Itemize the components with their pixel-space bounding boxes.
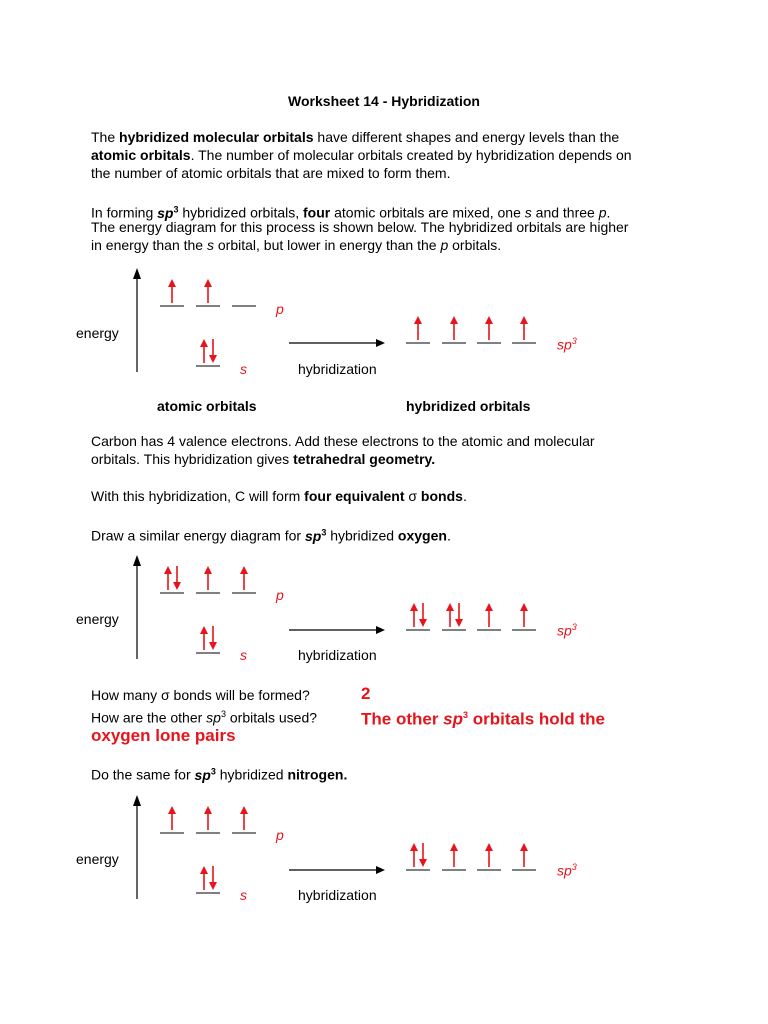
answer-sigma-bonds: 2 bbox=[361, 684, 371, 703]
sigma-bonds-line: With this hybridization, C will form four equivalent σ bonds. bbox=[91, 488, 467, 504]
s-orbital-label: s bbox=[240, 647, 247, 663]
energy-axis bbox=[133, 555, 141, 659]
electron-down-arrow bbox=[209, 339, 217, 363]
electron-up-arrow bbox=[446, 603, 454, 627]
energy-label: energy bbox=[76, 325, 119, 341]
electron-up-arrow bbox=[520, 843, 528, 867]
sp3-label: $sp^3$ bbox=[557, 622, 577, 639]
electron-up-arrow bbox=[204, 566, 212, 590]
question-sigma-bonds: How many σ bonds will be formed? bbox=[91, 687, 310, 703]
sp3-orbital bbox=[406, 603, 430, 630]
electron-up-arrow bbox=[204, 279, 212, 303]
electron-up-arrow bbox=[164, 566, 172, 590]
electron-up-arrow bbox=[410, 603, 418, 627]
electron-up-arrow bbox=[450, 316, 458, 340]
electron-down-arrow bbox=[419, 843, 427, 867]
sp3-orbital bbox=[442, 603, 466, 630]
electron-up-arrow bbox=[485, 603, 493, 627]
energy-axis bbox=[133, 268, 141, 372]
question-other-orbitals: How are the other $sp^3$ orbitals used? bbox=[91, 709, 318, 726]
hybridization-arrow bbox=[289, 626, 385, 634]
electron-up-arrow bbox=[168, 806, 176, 830]
electron-up-arrow bbox=[200, 626, 208, 650]
p-orbital-label: p bbox=[276, 587, 284, 603]
electron-up-arrow bbox=[450, 843, 458, 867]
p-orbital-label: p bbox=[276, 301, 284, 317]
electron-up-arrow bbox=[485, 316, 493, 340]
intro-line-3: the number of atomic orbitals that are mixed to form them. bbox=[91, 165, 451, 181]
electron-up-arrow bbox=[168, 279, 176, 303]
p-orbital bbox=[160, 566, 184, 593]
energy-axis bbox=[133, 795, 141, 899]
forming-line-2: The energy diagram for this process is shown below. The hybridized orbitals are higher bbox=[91, 219, 629, 235]
electron-up-arrow bbox=[240, 806, 248, 830]
sp3-orbital bbox=[442, 843, 466, 870]
answer-other-orbitals: The other $sp^3$ orbitals hold the bbox=[361, 709, 605, 729]
sp3-orbital bbox=[406, 316, 430, 343]
atomic-orbitals-label: atomic orbitals bbox=[157, 398, 257, 414]
forming-line-3: in energy than the s orbital, but lower in energy than the p orbitals. bbox=[91, 237, 502, 253]
electron-down-arrow bbox=[455, 603, 463, 627]
sp3-orbital bbox=[512, 843, 536, 870]
s-orbital bbox=[196, 626, 220, 653]
electron-up-arrow bbox=[520, 603, 528, 627]
electron-up-arrow bbox=[240, 566, 248, 590]
s-orbital bbox=[196, 339, 220, 366]
electron-down-arrow bbox=[209, 626, 217, 650]
sp3-orbital bbox=[477, 843, 501, 870]
carbon-line-1: Carbon has 4 valence electrons. Add these electrons to the atomic and molecular bbox=[91, 433, 595, 449]
electron-down-arrow bbox=[173, 566, 181, 590]
sp3-orbital bbox=[477, 316, 501, 343]
sp3-orbital bbox=[477, 603, 501, 630]
sp3-orbital bbox=[406, 843, 430, 870]
electron-up-arrow bbox=[200, 339, 208, 363]
electron-up-arrow bbox=[414, 316, 422, 340]
p-orbital-label: p bbox=[276, 827, 284, 843]
electron-up-arrow bbox=[200, 866, 208, 890]
intro-line-1: The hybridized molecular orbitals have different shapes and energy levels than the bbox=[91, 129, 620, 145]
sp3-label: $sp^3$ bbox=[557, 862, 577, 879]
p-orbital bbox=[232, 806, 256, 833]
s-orbital-label: s bbox=[240, 887, 247, 903]
energy-label: energy bbox=[76, 611, 119, 627]
s-orbital-label: s bbox=[240, 361, 247, 377]
hybridization-label: hybridization bbox=[298, 887, 377, 903]
sp3-orbital bbox=[442, 316, 466, 343]
p-orbital bbox=[196, 279, 220, 306]
s-orbital bbox=[196, 866, 220, 893]
energy-label: energy bbox=[76, 851, 119, 867]
electron-up-arrow bbox=[204, 806, 212, 830]
electron-down-arrow bbox=[419, 603, 427, 627]
electron-up-arrow bbox=[410, 843, 418, 867]
intro-line-2: atomic orbitals. The number of molecular orbitals created by hybridization depends on bbox=[91, 147, 632, 163]
hybridization-label: hybridization bbox=[298, 647, 377, 663]
forming-line-1: In forming $sp^3$ hybridized orbitals, four atomic orbitals are mixed, one s and three p. bbox=[91, 204, 611, 221]
carbon-line-2: orbitals. This hybridization gives tetrahedral geometry. bbox=[91, 451, 436, 467]
hybridization-arrow bbox=[289, 866, 385, 874]
electron-up-arrow bbox=[485, 843, 493, 867]
p-orbital bbox=[160, 279, 184, 306]
p-orbital bbox=[232, 566, 256, 593]
sp3-orbital bbox=[512, 603, 536, 630]
oxygen-question: Draw a similar energy diagram for $sp^3$ hybridized oxygen. bbox=[91, 527, 451, 544]
electron-down-arrow bbox=[209, 866, 217, 890]
hybridization-label: hybridization bbox=[298, 361, 377, 377]
sp3-label: $sp^3$ bbox=[557, 336, 577, 353]
hybridized-orbitals-label: hybridized orbitals bbox=[406, 398, 531, 414]
sp3-orbital bbox=[512, 316, 536, 343]
page-title: Worksheet 14 - Hybridization bbox=[288, 93, 480, 109]
p-orbital bbox=[196, 566, 220, 593]
p-orbital bbox=[160, 806, 184, 833]
nitrogen-question: Do the same for $sp^3$ hybridized nitrogen. bbox=[91, 766, 348, 783]
hybridization-arrow bbox=[289, 339, 385, 347]
answer-lone-pairs: oxygen lone pairs bbox=[91, 726, 236, 745]
p-orbital bbox=[196, 806, 220, 833]
electron-up-arrow bbox=[520, 316, 528, 340]
